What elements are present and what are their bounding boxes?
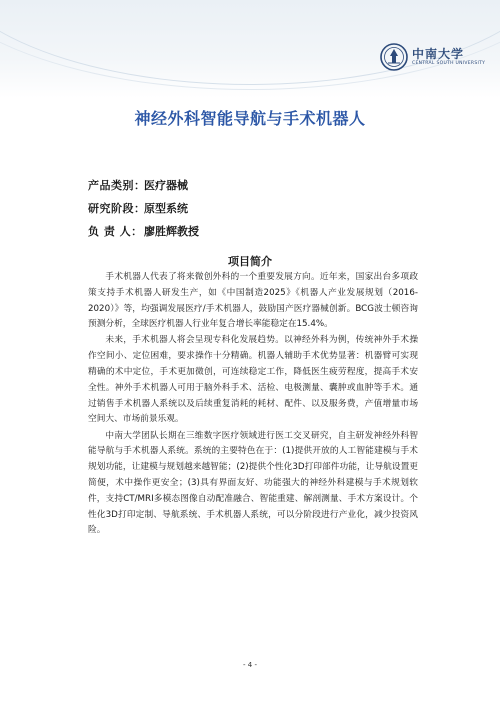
project-info: [88, 177, 199, 246]
paragraph: 手术机器人代表了将来微创外科的一个重要发展方向。近年来，国家出台多项政策支持手术机器人研发生产，如《中国制造2025》《机器人产业发展规划（2016-2020）》等，均强调发展医疗/手术机器人，鼓励国产医疗器械创新。BCG波士顿咨询预测分析，全球医疗机器人行业年复合增长率能稳定在15.4%。: [88, 272, 418, 330]
project-description: [88, 270, 418, 539]
paragraph: 中南大学团队长期在三维数字医疗领域进行医工交叉研究，自主研发神经外科智能导航与手术机器人系统。系统的主要特色在于：(1)提供开放的人工智能建模与手术规划功能，让建模与规划越来越智能；(2)提供个性化3D打印部件功能，让导航设置更简便，术中操作更安全；(3)具有界面友好、功能强大的神经外科建模与手术规划软件，支持CT/MRI多模态图像自动配准融合、智能重建、解剖测量、手术方案设计。个性化3D打印定制、导航系统、手术机器人系统，可以分阶段进行产业化，减少投资风险。: [88, 430, 418, 536]
university-emblem-icon: [380, 43, 408, 71]
logo-text-cn: 中南大学: [412, 47, 465, 61]
info-value: 廖胜辉教授: [144, 225, 199, 238]
info-label: 研究阶段：: [88, 202, 146, 215]
info-row-stage: [88, 200, 199, 223]
logo-text-en: CENTRAL SOUTH UNIVERSITY: [412, 61, 486, 66]
paragraph: 未来，手术机器人将会呈现专科化发展趋势。以神经外科为例，传统神外手术操作空间小、定位困难，要求操作十分精确。机器人辅助手术优势显著：机器臂可实现精确的术中定位，手术更加微创，可连续稳定工作，降低医生疲劳程度，提高手术安全性。神外手术机器人可用于脑外科手术、活检、电极测量、囊肿或血肿等手术。通过销售手术机器人系统以及后续重复消耗的耗材、配件、以及服务费，产值增量市场空间大、市场前景乐观。: [88, 335, 418, 425]
info-row-category: [88, 177, 199, 200]
section-heading: 项目简介: [228, 255, 272, 268]
info-label: 负 责 人：: [88, 225, 143, 238]
university-logo: [380, 40, 486, 76]
info-value: 原型系统: [144, 202, 188, 215]
info-label: 产品类别：: [88, 179, 146, 192]
page-number: - 4 -: [243, 661, 257, 669]
info-row-lead: [88, 223, 199, 246]
page-title: 神经外科智能导航与手术机器人: [134, 109, 366, 128]
info-value: 医疗器械: [144, 179, 188, 192]
